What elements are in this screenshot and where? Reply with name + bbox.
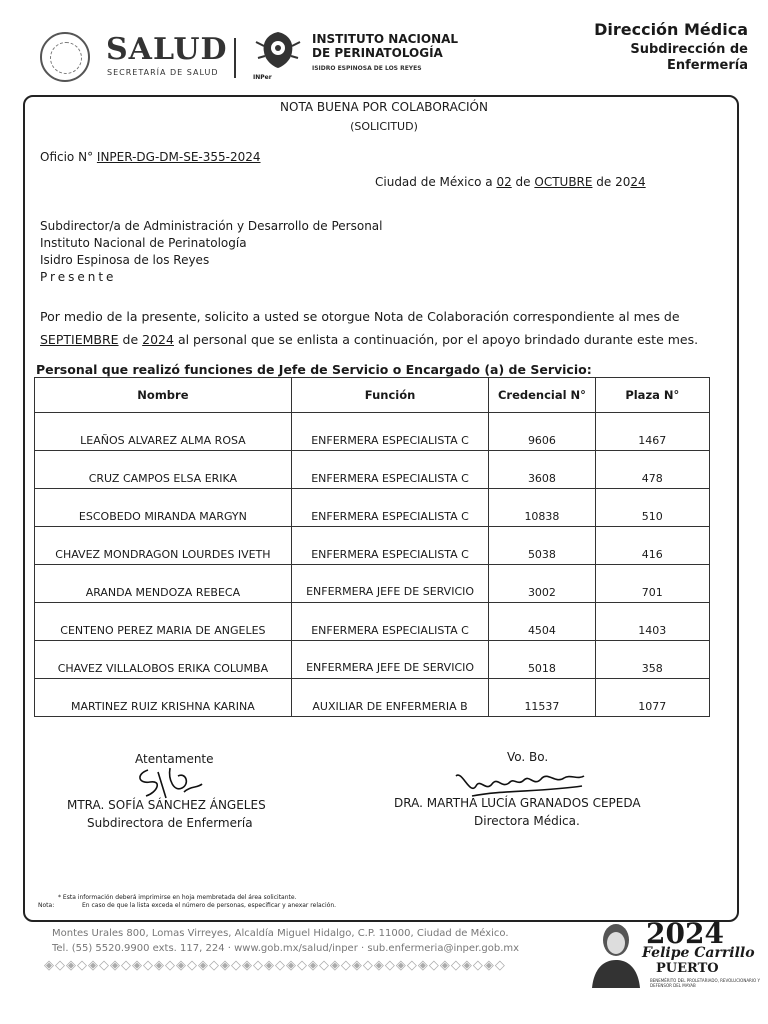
institute-name-line1: INSTITUTO NACIONAL — [312, 32, 459, 46]
table-row — [35, 641, 710, 679]
cell-credencial: 3002 — [489, 565, 595, 603]
note-text-2: En caso de que la lista exceda el número de personas, especificar y anexar relación. — [82, 902, 337, 909]
footer-address: Montes Urales 800, Lomas Virreyes, Alcaldía Miguel Hidalgo, C.P. 11000, Ciudad de México. — [52, 928, 509, 939]
sign-label-right: Vo. Bo. — [507, 750, 549, 764]
document-subtitle: (SOLICITUD) — [350, 120, 418, 133]
direccion-medica: Dirección Médica — [594, 20, 748, 39]
body-year: 2024 — [142, 332, 174, 347]
cell-credencial: 10838 — [489, 489, 595, 527]
body-line1: Por medio de la presente, solicito a usted se otorgue Nota de Colaboración correspondiente al mes de — [40, 309, 680, 324]
cell-credencial: 9606 — [489, 413, 595, 451]
table-row — [35, 603, 710, 641]
date-de: de — [515, 175, 531, 189]
cell-plaza: 1467 — [595, 413, 709, 451]
footer-pattern-icon: ◈◇◈◇◈◇◈◇◈◇◈◇◈◇◈◇◈◇◈◇◈◇◈◇◈◇◈◇◈◇◈◇◈◇◈◇◈◇◈◇◈◇ — [44, 958, 506, 973]
date-line — [375, 175, 646, 189]
oficio-number: INPER-DG-DM-SE-355-2024 — [96, 150, 261, 164]
date-year: 24 — [630, 175, 646, 189]
cell-credencial: 4504 — [489, 603, 595, 641]
cell-credencial: 11537 — [489, 679, 595, 717]
body-de: de — [122, 332, 139, 347]
inper-logo-icon — [250, 28, 306, 80]
cell-funcion: ENFERMERA ESPECIALISTA C — [291, 603, 488, 641]
footer-name-2: PUERTO — [656, 961, 719, 976]
address-line2: Instituto Nacional de Perinatología — [40, 236, 247, 250]
sign-role-right: Directora Médica. — [474, 814, 580, 828]
cell-nombre: CHAVEZ VILLALOBOS ERIKA COLUMBA — [35, 641, 292, 679]
document-title: NOTA BUENA POR COLABORACIÓN — [280, 100, 488, 114]
note-text-1: Esta información deberá imprimirse en hoja membretada del área solicitante. — [62, 894, 297, 901]
institute-name-line2: DE PERINATOLOGÍA — [312, 46, 443, 60]
cell-nombre: ARANDA MENDOZA REBECA — [35, 565, 292, 603]
body-month: SEPTIEMBRE — [40, 332, 119, 347]
institute-subtitle: ISIDRO ESPINOSA DE LOS REYES — [312, 65, 422, 72]
recipient-address — [40, 218, 383, 286]
date-year-prefix: de 20 — [596, 175, 631, 189]
cell-plaza: 478 — [595, 451, 709, 489]
body-line2 — [40, 328, 725, 351]
table-row — [35, 527, 710, 565]
oficio-line — [40, 150, 261, 164]
salud-subtitle: SECRETARÍA DE SALUD — [107, 68, 219, 77]
cell-funcion: ENFERMERA ESPECIALISTA C — [291, 489, 488, 527]
subdireccion-line2: Enfermería — [666, 58, 748, 73]
signature-left-icon — [128, 762, 208, 802]
body-line2-text: al personal que se enlista a continuación, por el apoyo brindado durante este mes. — [177, 332, 699, 347]
portrait-icon — [586, 916, 642, 988]
date-month: OCTUBRE — [534, 175, 593, 189]
footer-tagline: BENEMÉRITO DEL PROLETARIADO, REVOLUCIONARIO Y DEFENSOR DEL MAYAB — [650, 978, 760, 988]
inper-tag: INPer — [253, 74, 272, 81]
cell-nombre: ESCOBEDO MIRANDA MARGYN — [35, 489, 292, 527]
date-prefix: Ciudad de México a — [375, 175, 493, 189]
cell-plaza: 1077 — [595, 679, 709, 717]
note-line-1: * Esta información deberá imprimirse en hoja membretada del área solicitante. — [58, 894, 297, 901]
subdireccion-enfermeria — [548, 42, 748, 74]
address-line1: Subdirector/a de Administración y Desarrollo de Personal — [40, 219, 383, 233]
table-header-row — [35, 378, 710, 413]
mexico-seal-icon — [40, 32, 90, 82]
cell-funcion: ENFERMERA ESPECIALISTA C — [291, 527, 488, 565]
cell-funcion: ENFERMERA ESPECIALISTA C — [291, 413, 488, 451]
table-row — [35, 451, 710, 489]
sign-name-left: MTRA. SOFÍA SÁNCHEZ ÁNGELES — [67, 798, 266, 812]
cell-funcion: ENFERMERA JEFE DE SERVICIO — [291, 641, 488, 679]
header-funcion: Función — [291, 378, 488, 413]
cell-nombre: MARTINEZ RUIZ KRISHNA KARINA — [35, 679, 292, 717]
header-divider — [234, 38, 236, 78]
section-title: Personal que realizó funciones de Jefe de Servicio o Encargado (a) de Servicio: — [36, 362, 592, 377]
table-row — [35, 489, 710, 527]
cell-funcion: ENFERMERA JEFE DE SERVICIO — [291, 565, 488, 603]
footer-year: 2024 — [646, 917, 724, 950]
subdireccion-line1: Subdirección de — [630, 42, 748, 57]
cell-credencial: 5018 — [489, 641, 595, 679]
cell-nombre: LEAÑOS ALVAREZ ALMA ROSA — [35, 413, 292, 451]
cell-nombre: CHAVEZ MONDRAGON LOURDES IVETH — [35, 527, 292, 565]
cell-credencial: 5038 — [489, 527, 595, 565]
sign-name-right: DRA. MARTHA LUCÍA GRANADOS CEPEDA — [394, 796, 641, 810]
cell-plaza: 510 — [595, 489, 709, 527]
address-line3: Isidro Espinosa de los Reyes — [40, 253, 210, 267]
table-row — [35, 565, 710, 603]
sign-label-left: Atentamente — [135, 752, 214, 766]
cell-nombre: CRUZ CAMPOS ELSA ERIKA — [35, 451, 292, 489]
cell-funcion: AUXILIAR DE ENFERMERIA B — [291, 679, 488, 717]
cell-plaza: 701 — [595, 565, 709, 603]
note-label: Nota: — [38, 902, 55, 909]
oficio-label: Oficio N° — [40, 150, 94, 164]
cell-nombre: CENTENO PEREZ MARIA DE ANGELES — [35, 603, 292, 641]
cell-credencial: 3608 — [489, 451, 595, 489]
header-nombre: Nombre — [35, 378, 292, 413]
header-credencial: Credencial N° — [489, 378, 595, 413]
sign-role-left: Subdirectora de Enfermería — [87, 816, 253, 830]
table-row — [35, 413, 710, 451]
institute-name — [312, 32, 458, 60]
date-day: 02 — [496, 175, 512, 189]
cell-funcion: ENFERMERA ESPECIALISTA C — [291, 451, 488, 489]
footer-name-1: Felipe Carrillo — [642, 945, 755, 961]
footer-contact: Tel. (55) 5520.9900 exts. 117, 224 · www.gob.mx/salud/inper · sub.enfermeria@inper.gob.mx — [52, 943, 520, 954]
header-plaza: Plaza N° — [595, 378, 709, 413]
cell-plaza: 1403 — [595, 603, 709, 641]
personnel-table — [34, 377, 710, 717]
cell-plaza: 416 — [595, 527, 709, 565]
address-presente: Presente — [40, 270, 117, 284]
body-paragraph — [40, 305, 725, 351]
cell-plaza: 358 — [595, 641, 709, 679]
table-row — [35, 679, 710, 717]
salud-logo: SALUD — [106, 32, 228, 67]
